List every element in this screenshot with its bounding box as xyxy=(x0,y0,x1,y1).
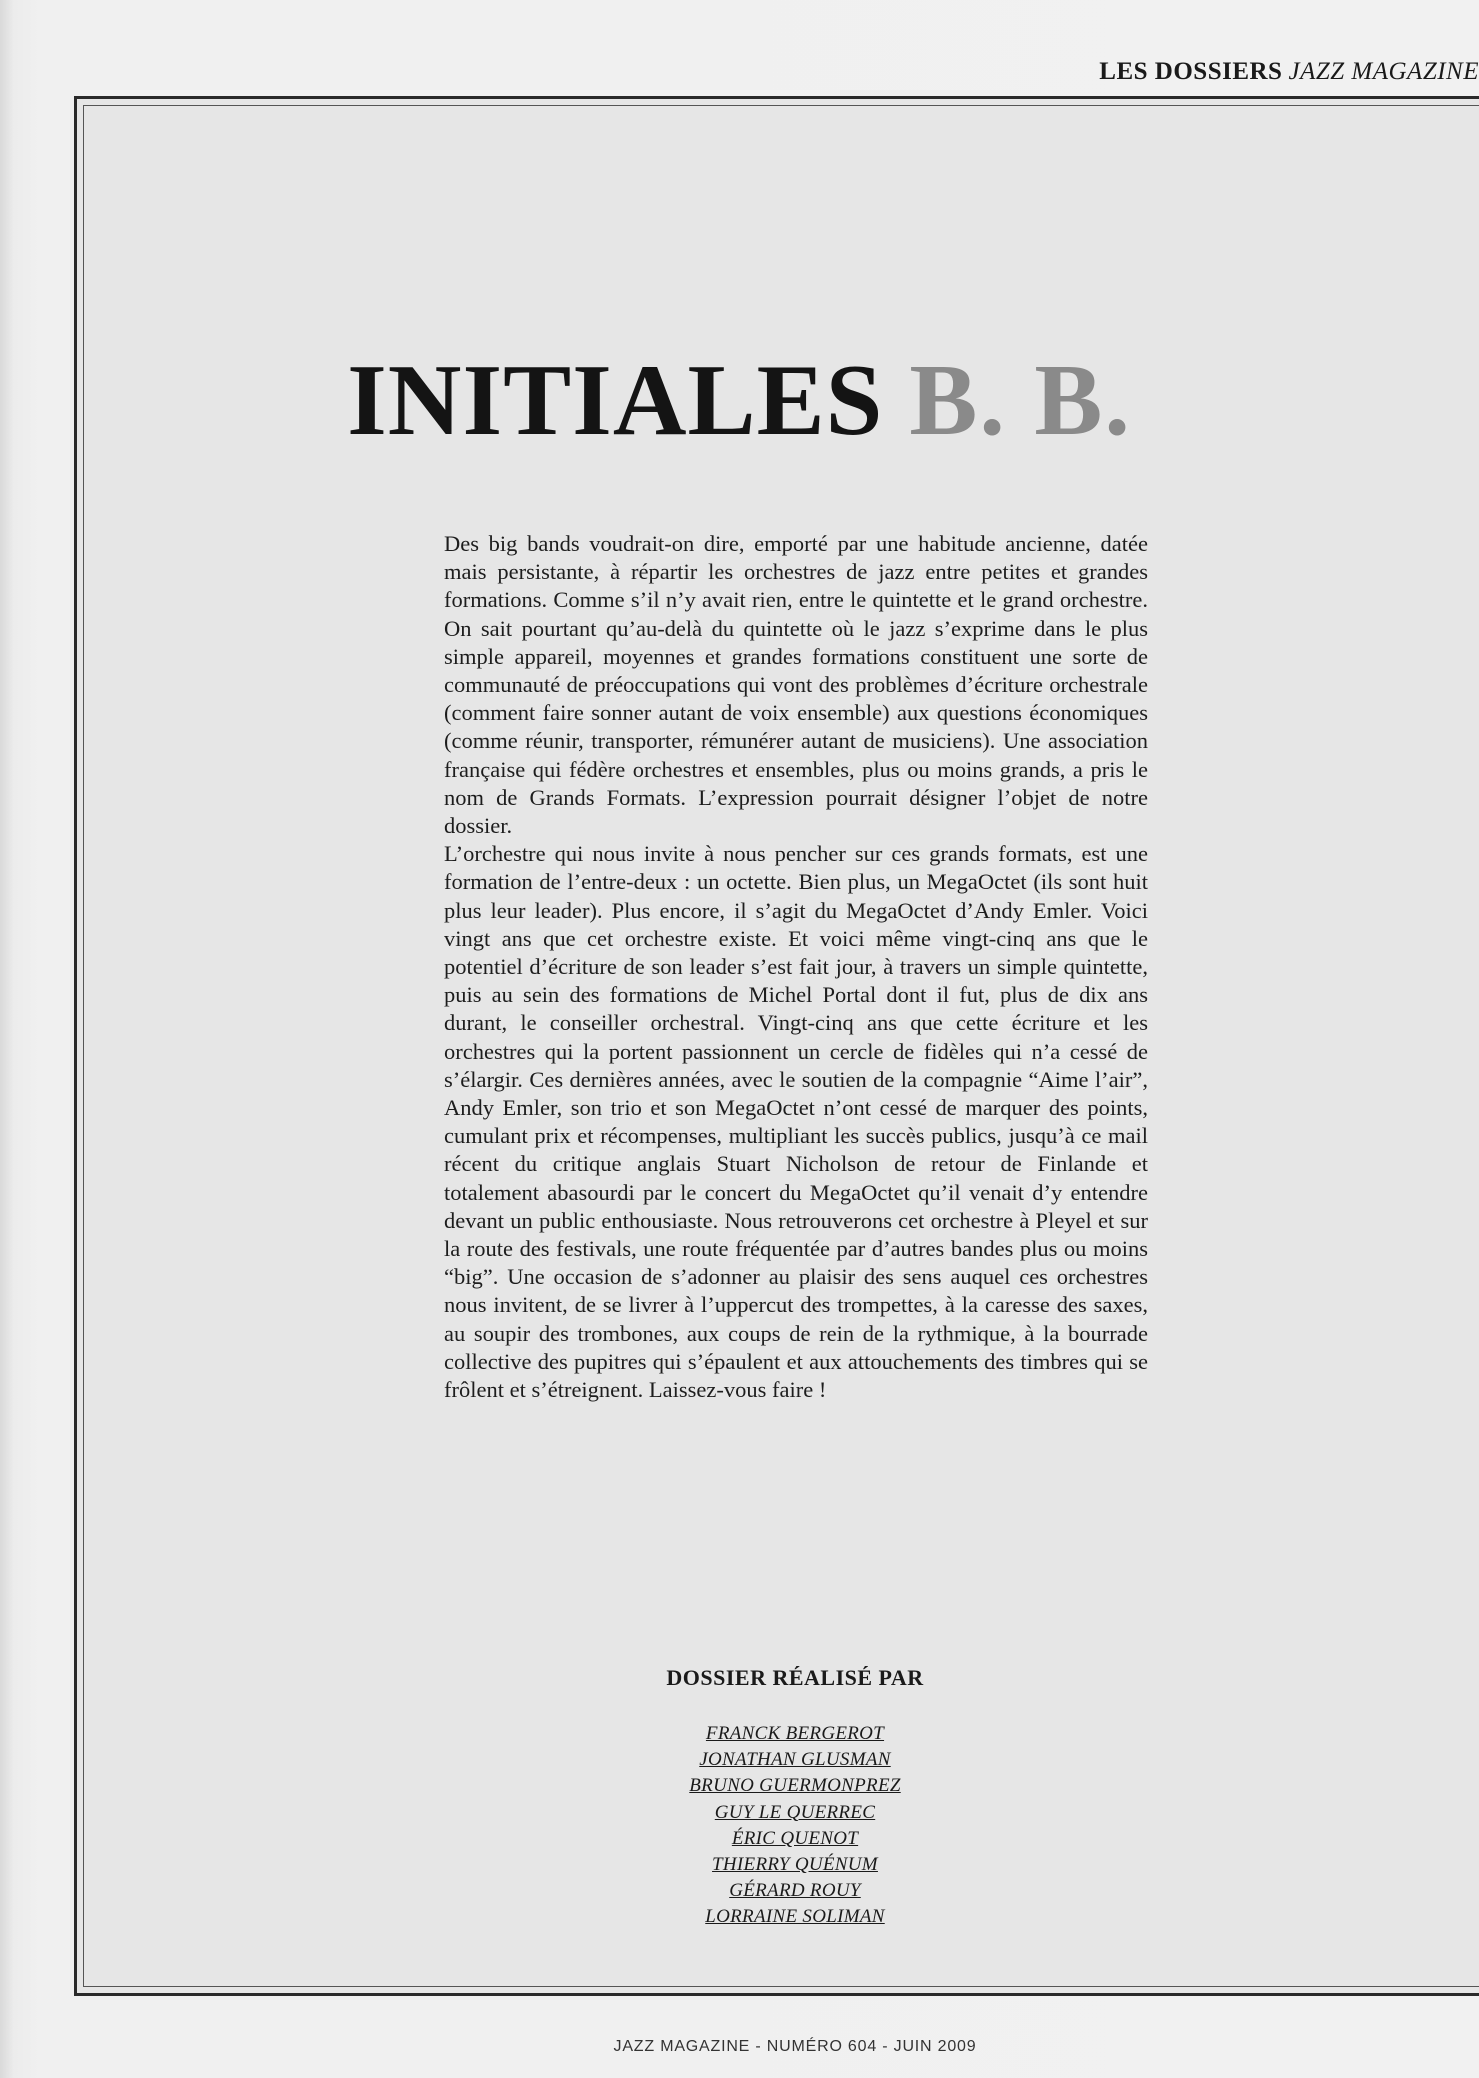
credit-name: LORRAINE SOLIMAN xyxy=(705,1906,885,1928)
credit-name: GUY LE QUERREC xyxy=(714,1801,876,1823)
credit-name: JONATHAN GLUSMAN xyxy=(699,1749,891,1771)
article-title-main: INITIALES xyxy=(347,344,884,457)
article-paragraph-1: Des big bands voudrait-on dire, emporté par une habitude ancienne, datée mais persistante, à répartir les orchestres de jazz entre petites et grandes formations. Comme s’il n’y avait rien, entre le quintette et le grand orchestre. On sait pourtant qu’au-delà du quintette où le jazz s’exprime dans le plus simple appareil, moyennes et grandes formations constituent une sorte de communauté de préoccupations qui vont des problèmes d’écriture orchestrale (comment faire sonner autant de voix ensemble) aux questions économiques (comme réunir, transporter, rémunérer autant de musiciens). Une association française qui fédère orchestres et ensembles, plus ou moins grands, a pris le nom de Grands Formats. L’expression pourrait désigner l’objet de notre dossier. xyxy=(444,531,1148,839)
article-body xyxy=(444,530,1148,1404)
credit-name: ÉRIC QUENOT xyxy=(731,1827,859,1849)
credit-name: THIERRY QUÉNUM xyxy=(712,1854,878,1876)
credits-heading: DOSSIER RÉALISÉ PAR xyxy=(666,1665,924,1690)
credits-list xyxy=(0,1721,1479,1931)
running-head-section: LES DOSSIERS xyxy=(1099,58,1283,85)
credits-block xyxy=(0,1665,1479,1931)
credit-name: GÉRARD ROUY xyxy=(729,1880,861,1902)
page-footer: JAZZ MAGAZINE - NUMÉRO 604 - JUIN 2009 xyxy=(613,2038,977,2055)
running-head xyxy=(879,58,1479,86)
article-paragraph-2: L’orchestre qui nous invite à nous pencher sur ces grands formats, est une formation de l’entre-deux : un octette. Bien plus, un MegaOctet (ils sont huit plus leur leader). Plus encore, il s’agit du MegaOctet d’Andy Emler. Voici vingt ans que cet orchestre existe. Et voici même vingt-cinq ans que le potentiel d’écriture de son leader s’est fait jour, à travers un simple quintette, puis au sein des formations de Michel Portal dont il fut, plus de dix ans durant, le conseiller orchestral. Vingt-cinq ans que cette écriture et les orchestres qui la portent passionnent un cercle de fidèles qui n’a cessé de s’élargir. Ces dernières années, avec le soutien de la compagnie “Aime l’air”, Andy Emler, son trio et son MegaOctet n’ont cessé de marquer des points, cumulant prix et récompenses, multipliant les succès publics, jusqu’à ce mail récent du critique anglais Stuart Nicholson de retour de Finlande et totalement abasourdi par le concert du MegaOctet qu’il venait d’y entendre devant un public enthousiaste. Nous retrouverons cet orchestre à Pleyel et sur la route des festivals, une route fréquentée par d’autres bandes plus ou moins “big”. Une occasion de s’adonner au plaisir des sens auquel ces orchestres nous invitent, de se livrer à l’uppercut des trompettes, à la caresse des saxes, au soupir des trombones, aux coups de rein de la rythmique, à la bourrade collective des pupitres qui s’épaulent et aux attouchements des timbres qui se frôlent et s’étreignent. Laissez-vous faire ! xyxy=(444,841,1148,1403)
credit-name: FRANCK BERGEROT xyxy=(705,1723,885,1744)
running-head-magazine: JAZZ MAGAZINE xyxy=(1288,58,1479,85)
credit-name: BRUNO GUERMONPREZ xyxy=(689,1775,901,1797)
article-title xyxy=(0,344,1479,457)
article-title-accent: B. B. xyxy=(909,344,1132,457)
